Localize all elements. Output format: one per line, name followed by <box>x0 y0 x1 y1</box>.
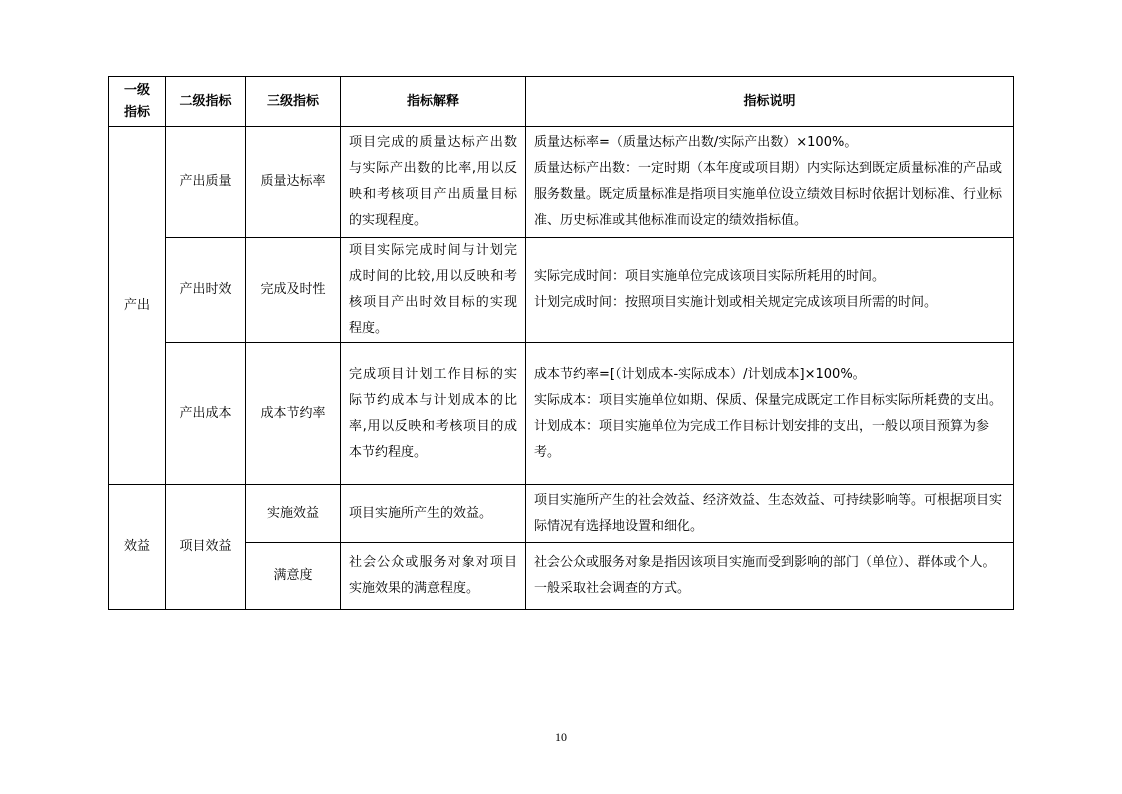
header-description: 指标说明 <box>526 77 1014 127</box>
description-line: 社会公众或服务对象是指因该项目实施而受到影响的部门（单位）、群体或个人。一般采取社会调查的方式。 <box>534 555 996 596</box>
level3-timely-completion: 完成及时性 <box>246 238 341 343</box>
description-line: 成本节约率=[（计划成本-实际成本）/计划成本]×100%。 <box>534 366 866 382</box>
level3-cost-saving-rate: 成本节约率 <box>246 343 341 485</box>
description-line: 质量达标率=（质量达标产出数/实际产出数）×100%。 <box>534 135 858 150</box>
level2-cost: 产出成本 <box>166 343 246 485</box>
level2-quality: 产出质量 <box>166 127 246 238</box>
description-line: 计划完成时间：按照项目实施计划或相关规定完成该项目所需的时间。 <box>534 295 938 310</box>
description-line: 质量达标产出数：一定时期（本年度或项目期）内实际达到既定质量标准的产品或服务数量。既定质量标准是指项目实施单位设立绩效目标时依据计划标准、行业标准、历史标准或其他标准而设定的绩效指标值。 <box>534 161 1003 228</box>
interpretation-implementation-benefit: 项目实施所产生的效益。 <box>341 485 526 543</box>
header-level2: 二级指标 <box>166 77 246 127</box>
header-interpretation: 指标解释 <box>341 77 526 127</box>
header-level1: 一级指标 <box>109 77 166 127</box>
level2-timeliness: 产出时效 <box>166 238 246 343</box>
header-row <box>109 77 1014 127</box>
description-quality <box>526 127 1014 238</box>
description-line: 实际成本：项目实施单位如期、保质、保量完成既定工作目标实际所耗费的支出。 <box>534 392 1003 408</box>
table-row-implementation-benefit <box>109 485 1014 543</box>
description-line: 计划成本：项目实施单位为完成工作目标计划安排的支出，一般以项目预算为参考。 <box>534 418 990 460</box>
description-satisfaction <box>526 543 1014 610</box>
description-cost <box>526 343 1014 485</box>
description-line: 项目实施所产生的社会效益、经济效益、生态效益、可持续影响等。可根据项目实际情况有选择地设置和细化。 <box>534 492 1003 534</box>
page-number: 10 <box>555 730 567 744</box>
table-row-quality <box>109 127 1014 238</box>
description-timeliness <box>526 238 1014 343</box>
header-level3: 三级指标 <box>246 77 341 127</box>
level3-quality-rate: 质量达标率 <box>246 127 341 238</box>
level2-project-benefit: 项目效益 <box>166 485 246 610</box>
indicator-table <box>108 76 1014 610</box>
level1-benefit: 效益 <box>109 485 166 610</box>
interpretation-timeliness: 项目实际完成时间与计划完成时间的比较,用以反映和考核项目产出时效目标的实现程度。 <box>341 238 526 343</box>
table-row-cost <box>109 343 1014 485</box>
interpretation-cost: 完成项目计划工作目标的实际节约成本与计划成本的比率,用以反映和考核项目的成本节约程度。 <box>341 343 526 485</box>
level1-output: 产出 <box>109 127 166 485</box>
level3-implementation-benefit: 实施效益 <box>246 485 341 543</box>
level3-satisfaction: 满意度 <box>246 543 341 610</box>
table-row-timeliness <box>109 238 1014 343</box>
description-line: 实际完成时间：项目实施单位完成该项目实际所耗用的时间。 <box>534 269 886 284</box>
interpretation-satisfaction: 社会公众或服务对象对项目实施效果的满意程度。 <box>341 543 526 610</box>
interpretation-quality: 项目完成的质量达标产出数与实际产出数的比率,用以反映和考核项目产出质量目标的实现程度。 <box>341 127 526 238</box>
description-implementation-benefit <box>526 485 1014 543</box>
